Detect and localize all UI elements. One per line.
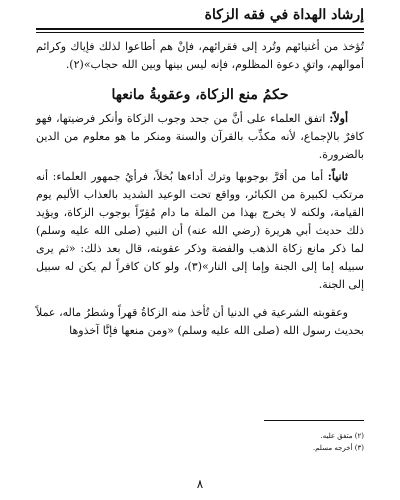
paragraph-3 xyxy=(36,168,364,294)
paragraph-2-text: اتفق العلماء على أنَّ من جحد وجوب الزكاة وأنكر فرضيتها، فهو كافرٌ بالإجماع، لأنه مكذِّب بالقرآن والسنة ومنكر ما هو معلوم من الدين بالضرورة. xyxy=(36,112,364,161)
paragraph-4-text: وعقوبته الشرعية في الدنيا أن تُأخذ منه الزكاةُ قهراً وشطرُ ماله، عملاً بحديث رسول الله (صلى الله عليه وسلم) «ومن منعها فإنَّا آخذوها xyxy=(36,306,364,337)
section-title: حكمُ منع الزكاة، وعقوبةُ مانعها xyxy=(111,87,289,103)
footnote-separator xyxy=(264,420,364,421)
body-text xyxy=(36,38,364,344)
paragraph-2-number: أولاً: xyxy=(329,112,348,125)
header-rule-thin xyxy=(36,32,364,33)
header-title: إرشاد الهداة في فقه الزكاة xyxy=(204,7,364,23)
paragraph-3-number: ثانياً: xyxy=(327,170,348,183)
paragraph-1 xyxy=(36,38,364,74)
paragraph-1-text: تُؤخذ من أغنيائهم وتُرد إلى فقرائهم، فإنْ هم أطاعوا لذلك فإياك وكرائم أموالهم، واتقِ دعوة المظلوم، فإنه ليس بينها وبين الله حجاب»(٢). xyxy=(36,40,364,71)
paragraph-3-text: أما من أقرَّ بوجوبها وترك أداءها بُخلاً، فرأيُ جمهور العلماء: أنه مرتكب لكبيرة من الكبائر، وواقع تحت الوعيد الشديد بالعذاب الأليم يوم القيامة، ولكنه لا يخرج بهذا من الملة ما دام مُقِرّاً بوجوب الزكاة، ويؤيد ذلك حديث أبي هريرة (رضي الله عنه) أن النبي (صلى الله عليه وسلم) لما ذكر مانع زكاة الذهب والفضة وذكر عقوبته، قال بعد ذلك: «ثم يرى سبيله إما إلى الجنة وإما إلى النار»(٣)، ولو كان كافراً لم يكن له سبيل إلى الجنة. xyxy=(36,170,365,291)
paragraph-2 xyxy=(36,110,364,164)
running-header xyxy=(36,7,364,29)
header-rule xyxy=(36,28,364,30)
footnotes xyxy=(164,430,364,454)
paragraph-4 xyxy=(36,304,364,340)
footnote-2: (٢) متفق عليه. xyxy=(320,432,364,440)
page-number: ٨ xyxy=(196,477,204,491)
footnote-3: (٣) أخرجه مسلم. xyxy=(312,444,364,452)
